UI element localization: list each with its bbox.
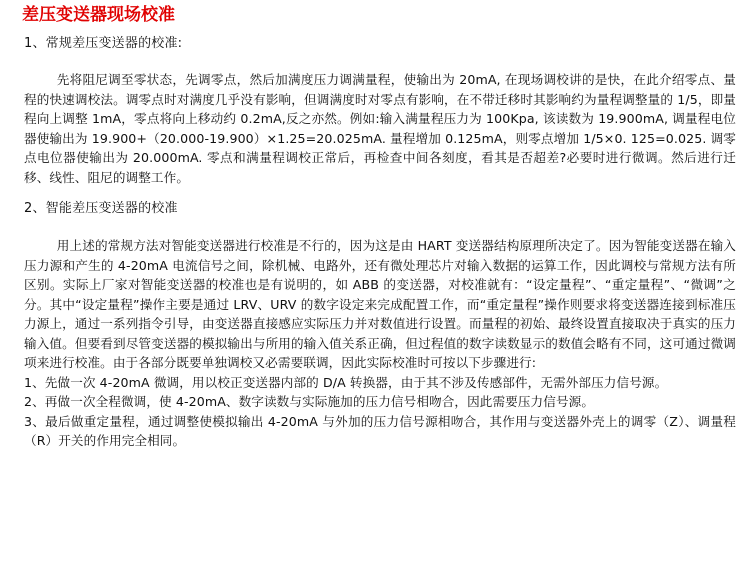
section-1-heading: 1、常规差压变送器的校准: — [24, 36, 183, 51]
section-2-heading: 2、智能差压变送器的校准 — [24, 201, 178, 216]
section-1-paragraph: 先将阻尼调至零状态，先调零点，然后加满度压力调满量程，使输出为 20mA, 在现场调校讲的是快，在此介绍零点、量程的快速调校法。调零点时对满度几乎没有影响，但调满度时对零点有影响，在不带迁移时其影响约为量程调整量的 1/5，即量程向上调整 1mA，零点将向上移动约 0.2mA,反之亦然。例如:输入满量程压力为 100Kpa, 该读数为 19.900mA, 调量程电位器使输出为 19.900+（20.000-19.900）×1.25=20.025mA. 量程增加 0.125mA，则零点增加 1/5×0. 125=0.025. 调零点电位器使输出为 20.000mA. 零点和满量程调校正常后，再检查中间各刻度，看其是否超差?必要时进行微调。然后进行迁移、线性、阻尼的调整工作。 — [24, 72, 736, 185]
document-title: 差压变送器现场校准 — [22, 5, 175, 25]
calibration-step-1: 1、先做一次 4-20mA 微调，用以校正变送器内部的 D/A 转换器，由于其不涉及传感部件，无需外部压力信号源。 — [24, 374, 668, 390]
calibration-step-2: 2、再做一次全程微调，使 4-20mA、数字读数与实际施加的压力信号相吻合，因此需要压力信号源。 — [24, 394, 595, 409]
section-2-paragraph: 用上述的常规方法对智能变送器进行校准是不行的，因为这是由 HART 变送器结构原理所决定了。因为智能变送器在输入压力源和产生的 4-20mA 电流信号之间，除机械、电路外，还有微处理芯片对输入数据的运算工作，因此调校与常规方法有所区别。实际上厂家对智能变送器的校准也是有说明的，如 ABB 的变送器，对校准就有：“设定量程”、“重定量程”、“微调”之分。其中“设定量程”操作主要是通过 LRV、URV 的数字设定来完成配置工作，而“重定量程”操作则要求将变送器连接到标准压力源上，通过一系列指令引导，由变送器直接感应实际压力并对数值进行设置。而量程的初始、最终设置直接取决于真实的压力输入值。但要看到尽管变送器的模拟输出与所用的输入值关系正确，但过程值的数字读数显示的数值会略有不同，这可通过微调项来进行校准。由于各部分既要单独调校又必需要联调，因此实际校准时可按以下步骤进行: — [24, 238, 736, 370]
calibration-step-3: 3、最后做重定量程，通过调整使模拟输出 4-20mA 与外加的压力信号源相吻合，其作用与变送器外壳上的调零（Z）、调量程（R）开关的作用完全相同。 — [24, 413, 736, 448]
